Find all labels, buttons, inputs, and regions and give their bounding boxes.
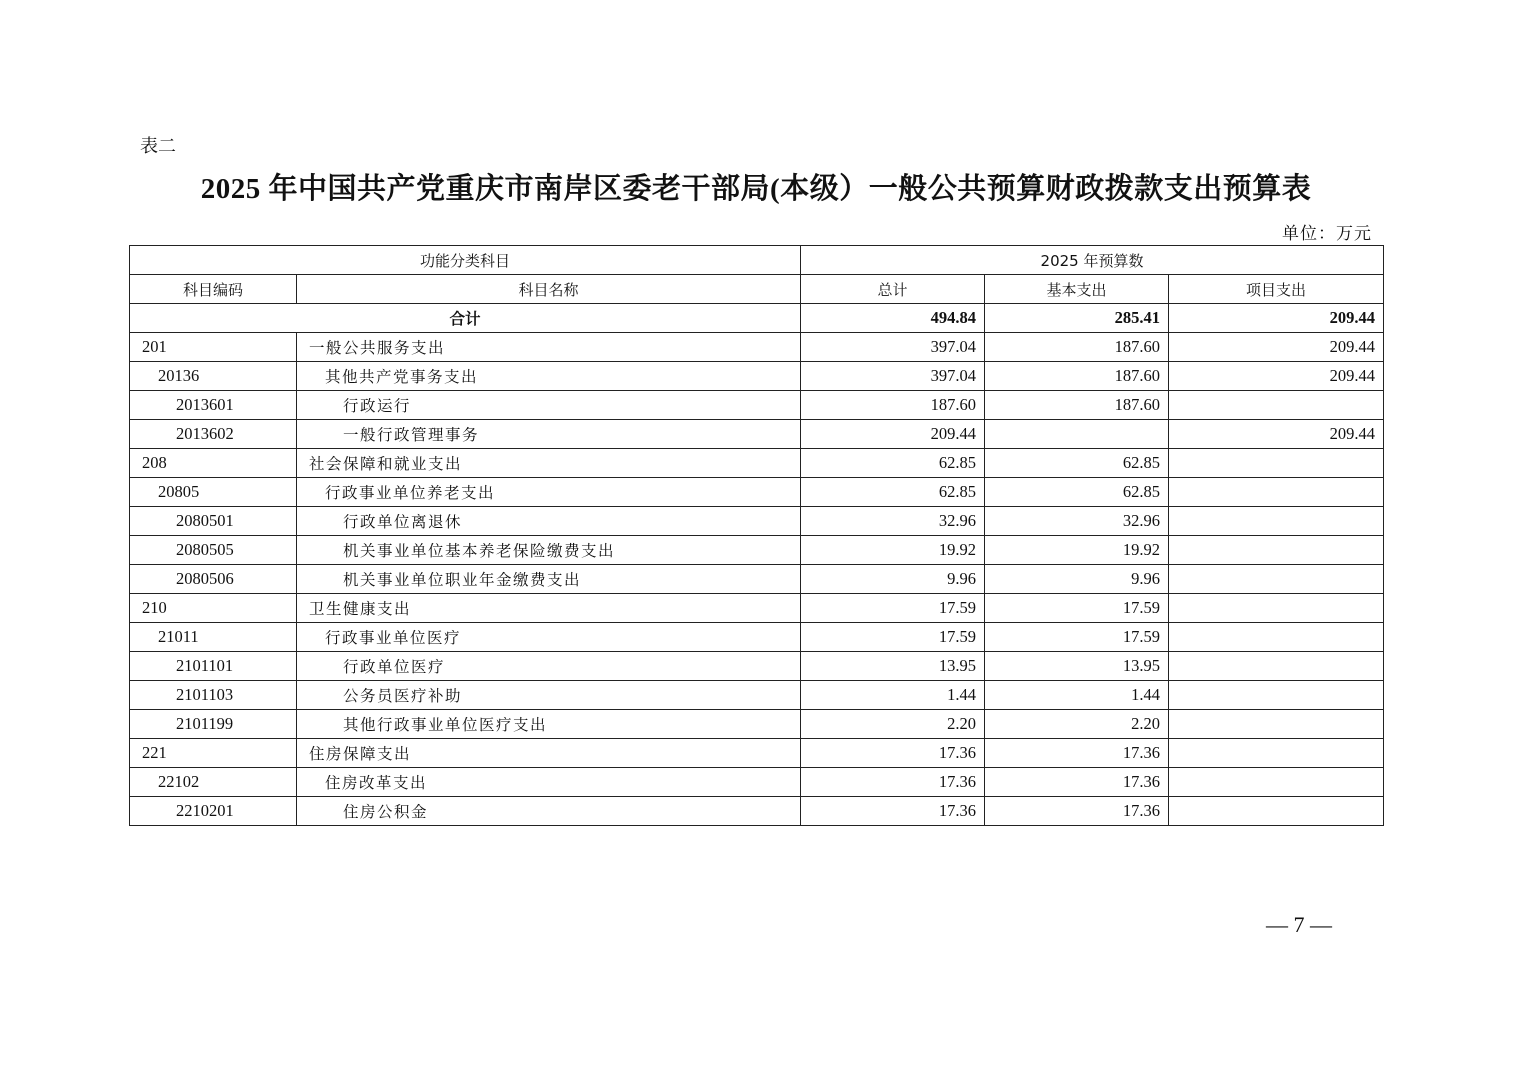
row-total: 17.36 [801, 768, 985, 797]
table-row [130, 507, 1384, 536]
row-basic: 187.60 [985, 333, 1169, 362]
row-name: 社会保障和就业支出 [297, 449, 801, 478]
table-row [130, 623, 1384, 652]
row-code: 20805 [130, 478, 297, 507]
row-name: 行政运行 [297, 391, 801, 420]
header-basic: 基本支出 [985, 275, 1169, 304]
row-basic: 19.92 [985, 536, 1169, 565]
row-basic: 187.60 [985, 391, 1169, 420]
row-project [1169, 652, 1384, 681]
total-project-value: 209.44 [1169, 304, 1384, 333]
row-name: 公务员医疗补助 [297, 681, 801, 710]
row-name: 一般行政管理事务 [297, 420, 801, 449]
row-basic: 17.36 [985, 768, 1169, 797]
row-code: 21011 [130, 623, 297, 652]
row-total: 62.85 [801, 478, 985, 507]
row-code: 221 [130, 739, 297, 768]
row-code: 2080505 [130, 536, 297, 565]
row-name: 行政单位离退休 [297, 507, 801, 536]
row-basic: 2.20 [985, 710, 1169, 739]
table-row [130, 362, 1384, 391]
row-basic: 13.95 [985, 652, 1169, 681]
table-row [130, 710, 1384, 739]
table-row [130, 797, 1384, 826]
row-name: 住房公积金 [297, 797, 801, 826]
row-project [1169, 797, 1384, 826]
row-code: 2101101 [130, 652, 297, 681]
row-name: 行政事业单位医疗 [297, 623, 801, 652]
row-name: 其他共产党事务支出 [297, 362, 801, 391]
row-name: 机关事业单位基本养老保险缴费支出 [297, 536, 801, 565]
row-project: 209.44 [1169, 362, 1384, 391]
row-total: 397.04 [801, 333, 985, 362]
row-project [1169, 681, 1384, 710]
row-project [1169, 565, 1384, 594]
total-label: 合计 [130, 304, 801, 333]
row-basic: 62.85 [985, 478, 1169, 507]
row-code: 22102 [130, 768, 297, 797]
row-total: 17.59 [801, 623, 985, 652]
row-project [1169, 536, 1384, 565]
table-row [130, 739, 1384, 768]
row-total: 209.44 [801, 420, 985, 449]
row-name: 行政事业单位养老支出 [297, 478, 801, 507]
header-column-row [130, 275, 1384, 304]
header-budget-2025: 2025 年预算数 [801, 246, 1384, 275]
row-project [1169, 623, 1384, 652]
row-project: 209.44 [1169, 420, 1384, 449]
total-total-value: 494.84 [801, 304, 985, 333]
row-total: 62.85 [801, 449, 985, 478]
row-code: 2013601 [130, 391, 297, 420]
table-row [130, 449, 1384, 478]
row-name: 卫生健康支出 [297, 594, 801, 623]
row-name: 机关事业单位职业年金缴费支出 [297, 565, 801, 594]
row-code: 2013602 [130, 420, 297, 449]
row-project: 209.44 [1169, 333, 1384, 362]
table-label: 表二 [140, 136, 176, 157]
row-basic: 32.96 [985, 507, 1169, 536]
row-total: 2.20 [801, 710, 985, 739]
row-code: 2210201 [130, 797, 297, 826]
row-basic: 17.59 [985, 594, 1169, 623]
row-basic: 17.36 [985, 739, 1169, 768]
header-project: 项目支出 [1169, 275, 1384, 304]
row-basic: 187.60 [985, 362, 1169, 391]
row-total: 9.96 [801, 565, 985, 594]
row-basic: 9.96 [985, 565, 1169, 594]
table-body [130, 304, 1384, 826]
total-basic-value: 285.41 [985, 304, 1169, 333]
row-total: 187.60 [801, 391, 985, 420]
row-code: 2101103 [130, 681, 297, 710]
header-name: 科目名称 [297, 275, 801, 304]
budget-table [129, 245, 1384, 826]
row-code: 20136 [130, 362, 297, 391]
header-total: 总计 [801, 275, 985, 304]
unit-label: 单位：万元 [1282, 224, 1372, 244]
header-group-row [130, 246, 1384, 275]
row-total: 17.36 [801, 797, 985, 826]
table-row [130, 652, 1384, 681]
row-total: 1.44 [801, 681, 985, 710]
row-code: 210 [130, 594, 297, 623]
row-total: 32.96 [801, 507, 985, 536]
row-name: 住房保障支出 [297, 739, 801, 768]
table-row [130, 536, 1384, 565]
row-basic: 17.59 [985, 623, 1169, 652]
row-code: 2080506 [130, 565, 297, 594]
page-number: — 7 — [1266, 912, 1332, 937]
header-functional-classification: 功能分类科目 [130, 246, 801, 275]
row-code: 2101199 [130, 710, 297, 739]
row-project [1169, 478, 1384, 507]
row-name: 住房改革支出 [297, 768, 801, 797]
row-code: 2080501 [130, 507, 297, 536]
row-project [1169, 391, 1384, 420]
row-project [1169, 739, 1384, 768]
header-code: 科目编码 [130, 275, 297, 304]
row-total: 13.95 [801, 652, 985, 681]
row-basic [985, 420, 1169, 449]
row-total: 17.36 [801, 739, 985, 768]
row-project [1169, 768, 1384, 797]
row-total: 397.04 [801, 362, 985, 391]
table-row [130, 478, 1384, 507]
row-name: 其他行政事业单位医疗支出 [297, 710, 801, 739]
table-row [130, 565, 1384, 594]
row-total: 19.92 [801, 536, 985, 565]
row-code: 201 [130, 333, 297, 362]
row-basic: 62.85 [985, 449, 1169, 478]
table-row [130, 420, 1384, 449]
row-project [1169, 594, 1384, 623]
table-row [130, 333, 1384, 362]
row-name: 一般公共服务支出 [297, 333, 801, 362]
total-row [130, 304, 1384, 333]
row-name: 行政单位医疗 [297, 652, 801, 681]
table-row [130, 681, 1384, 710]
row-total: 17.59 [801, 594, 985, 623]
row-code: 208 [130, 449, 297, 478]
table-row [130, 594, 1384, 623]
table-row [130, 768, 1384, 797]
row-basic: 17.36 [985, 797, 1169, 826]
row-project [1169, 710, 1384, 739]
row-basic: 1.44 [985, 681, 1169, 710]
row-project [1169, 449, 1384, 478]
row-project [1169, 507, 1384, 536]
page-title: 2025 年中国共产党重庆市南岸区委老干部局(本级）一般公共预算财政拨款支出预算表 [200, 173, 1312, 205]
table-row [130, 391, 1384, 420]
